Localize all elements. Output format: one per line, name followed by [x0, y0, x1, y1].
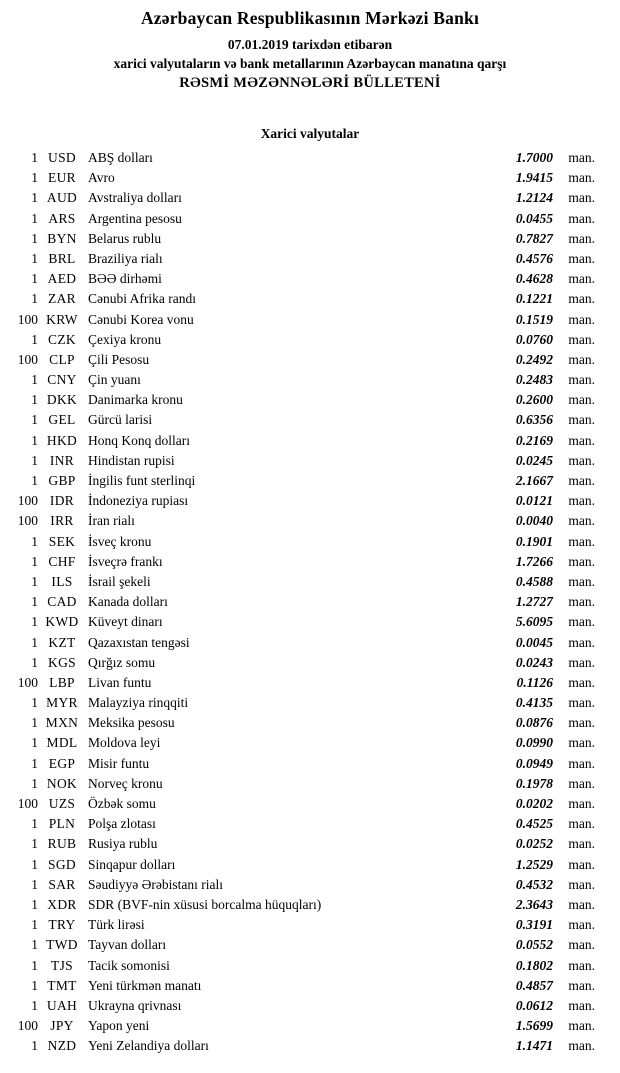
currency-rate: 0.0455: [515, 210, 553, 226]
effective-date: 07.01.2019 tarixdən etibarən: [227, 37, 393, 52]
currency-rate: 1.1471: [515, 1038, 553, 1054]
currency-unit: man.: [568, 432, 595, 448]
currency-quantity: 1: [31, 1038, 38, 1054]
currency-rate: 0.2600: [515, 392, 553, 408]
table-row: [0, 209, 620, 229]
currency-quantity: 1: [31, 695, 38, 711]
currency-quantity: 1: [31, 836, 38, 852]
currency-quantity: 1: [31, 654, 38, 670]
currency-code: INR: [49, 452, 75, 468]
currency-name: Qazaxıstan tengəsi: [88, 634, 190, 650]
currency-rate: 0.0949: [515, 755, 553, 771]
currency-code: MDL: [46, 735, 78, 751]
currency-quantity: 1: [31, 372, 38, 388]
currency-name: Avstraliya dolları: [88, 190, 182, 206]
currency-name: Səudiyyə Ərəbistanı rialı: [88, 876, 223, 892]
currency-name: Çexiya kronu: [88, 331, 162, 347]
currency-name: Cənubi Afrika randı: [88, 291, 196, 307]
currency-rate: 0.1126: [516, 674, 553, 690]
currency-unit: man.: [568, 493, 595, 509]
currency-rate: 0.0760: [515, 331, 553, 347]
currency-unit: man.: [568, 634, 595, 650]
table-row: [0, 249, 620, 269]
table-row: [0, 572, 620, 592]
table-row: [0, 895, 620, 915]
currency-name: Gürcü larisi: [88, 412, 153, 428]
table-row: [0, 188, 620, 208]
table-row: [0, 390, 620, 410]
currency-unit: man.: [568, 1018, 595, 1034]
currency-unit: man.: [568, 1038, 595, 1054]
table-row: [0, 289, 620, 309]
currency-code: KZT: [48, 634, 76, 650]
currency-name: Cənubi Korea vonu: [88, 311, 194, 327]
currency-quantity: 1: [31, 997, 38, 1013]
currency-name: Belarus rublu: [88, 230, 162, 246]
currency-unit: man.: [568, 412, 595, 428]
currency-quantity: 1: [31, 573, 38, 589]
table-row: [0, 269, 620, 289]
currency-name: Kanada dolları: [88, 594, 168, 610]
currency-code: SGD: [48, 856, 76, 872]
currency-rate: 0.0202: [515, 796, 553, 811]
currency-unit: man.: [568, 190, 595, 206]
currency-rate: 0.0040: [515, 513, 553, 529]
table-row: [0, 592, 620, 612]
currency-rate: 0.0121: [515, 493, 553, 509]
currency-unit: man.: [568, 271, 595, 287]
currency-unit: man.: [568, 291, 595, 307]
currency-quantity: 1: [31, 594, 38, 610]
bank-name: Azərbaycan Respublikasının Mərkəzi Bankı: [140, 8, 480, 28]
currency-name: Braziliya rialı: [88, 250, 163, 266]
currency-unit: man.: [568, 250, 595, 266]
currency-code: PLN: [48, 816, 76, 832]
currency-code: LBP: [49, 674, 75, 690]
currency-rate: 1.2124: [515, 190, 553, 206]
currency-name: ABŞ dolları: [88, 150, 153, 165]
currency-code: SAR: [48, 876, 76, 892]
currency-name: Livan funtu: [88, 674, 152, 690]
currency-code: BRL: [48, 250, 76, 266]
currency-name: Yapon yeni: [88, 1018, 150, 1034]
currency-unit: man.: [568, 695, 595, 711]
currency-rate: 1.7266: [515, 553, 553, 569]
currency-unit: man.: [568, 735, 595, 751]
currency-rate: 0.1978: [515, 775, 553, 791]
currency-rate: 0.0245: [515, 452, 553, 468]
currency-rate: 0.0243: [515, 654, 553, 670]
currency-quantity: 1: [31, 816, 38, 832]
currency-code: ILS: [51, 573, 73, 589]
currency-rate: 0.1901: [515, 533, 553, 549]
currency-rate: 2.1667: [515, 473, 553, 488]
currency-unit: man.: [568, 856, 595, 872]
bulletin-title: RƏSMİ MƏZƏNNƏLƏRİ BÜLLETENİ: [179, 75, 441, 91]
currency-name: Türk lirəsi: [88, 917, 145, 933]
currency-name: Ukrayna qrivnası: [88, 997, 182, 1013]
currency-unit: man.: [568, 654, 595, 670]
currency-rate: 0.0252: [515, 836, 553, 852]
currency-rate: 0.6356: [515, 412, 553, 428]
currency-name: Tayvan dolları: [88, 937, 167, 953]
currency-unit: man.: [568, 775, 595, 791]
currency-rate: 0.4532: [515, 876, 553, 892]
currency-code: IDR: [49, 493, 75, 509]
table-row: [0, 693, 620, 713]
table-row: [0, 673, 620, 693]
currency-rate: 1.7000: [515, 150, 553, 165]
currency-name: Malayziya rinqqiti: [88, 695, 189, 711]
currency-name: Çin yuanı: [88, 372, 141, 388]
currency-name: Norveç kronu: [88, 775, 163, 791]
table-row: [0, 814, 620, 834]
currency-name: Meksika pesosu: [88, 715, 175, 731]
currency-code: USD: [48, 150, 76, 165]
currency-quantity: 1: [31, 392, 38, 408]
currency-unit: man.: [568, 150, 595, 165]
currency-code: NZD: [47, 1038, 77, 1054]
currency-rate: 0.0876: [515, 715, 553, 731]
currency-quantity: 1: [31, 432, 38, 448]
currency-name: Misir funtu: [88, 755, 150, 771]
currency-unit: man.: [568, 473, 595, 488]
currency-name: Çili Pesosu: [88, 351, 150, 367]
currency-unit: man.: [568, 331, 595, 347]
currency-unit: man.: [568, 392, 595, 408]
currency-unit: man.: [568, 452, 595, 468]
currency-name: SDR (BVF-nin xüsusi borcalma hüquqları): [88, 896, 322, 912]
currency-unit: man.: [568, 351, 595, 367]
currency-rate: 0.1221: [515, 291, 553, 307]
currency-quantity: 1: [31, 230, 38, 246]
currency-name: İran rialı: [88, 513, 135, 529]
currency-rate: 0.4525: [515, 816, 553, 832]
table-row: [0, 330, 620, 350]
currency-unit: man.: [568, 796, 595, 811]
currency-unit: man.: [568, 614, 595, 630]
currency-code: BYN: [47, 230, 77, 246]
currency-name: Danimarka kronu: [88, 392, 183, 408]
currency-unit: man.: [568, 876, 595, 892]
currency-code: XDR: [47, 896, 77, 912]
table-row: [0, 1016, 620, 1036]
table-row: [0, 431, 620, 451]
currency-code: CZK: [48, 331, 76, 347]
currency-quantity: 1: [31, 553, 38, 569]
currency-code: JPY: [50, 1018, 74, 1034]
table-row: [0, 794, 620, 814]
currency-code: UZS: [48, 796, 76, 811]
currency-code: GEL: [48, 412, 76, 428]
currency-code: EGP: [48, 755, 76, 771]
currency-code: KGS: [48, 654, 76, 670]
currency-name: Rusiya rublu: [88, 836, 158, 852]
currency-unit: man.: [568, 311, 595, 327]
currency-name: Moldova leyi: [88, 735, 161, 751]
table-row: [0, 754, 620, 774]
table-row: [0, 875, 620, 895]
currency-code: MYR: [46, 695, 78, 711]
currency-unit: man.: [568, 957, 595, 973]
currency-rate: 1.2529: [515, 856, 553, 872]
currency-code: DKK: [46, 392, 78, 408]
currency-quantity: 100: [17, 311, 38, 327]
table-row: [0, 310, 620, 330]
currency-quantity: 100: [17, 1018, 38, 1034]
currency-code: EUR: [48, 170, 76, 186]
table-row: [0, 713, 620, 733]
currency-name: İndoneziya rupiası: [88, 493, 189, 509]
currency-quantity: 1: [31, 150, 38, 165]
currency-name: Hindistan rupisi: [88, 452, 175, 468]
currency-unit: man.: [568, 997, 595, 1013]
currency-quantity: 100: [17, 351, 38, 367]
currency-code: UAH: [46, 997, 78, 1013]
currency-name: Honq Konq dolları: [88, 432, 190, 448]
table-row: [0, 774, 620, 794]
currency-unit: man.: [568, 896, 595, 912]
currency-quantity: 1: [31, 876, 38, 892]
currency-quantity: 1: [31, 614, 38, 630]
currency-unit: man.: [568, 210, 595, 226]
currency-quantity: 1: [31, 634, 38, 650]
currency-rate: 1.2727: [515, 594, 553, 610]
currency-quantity: 1: [31, 957, 38, 973]
currency-rate: 0.4135: [515, 695, 553, 711]
currency-rate: 0.2169: [515, 432, 553, 448]
table-row: [0, 410, 620, 430]
currency-rate: 0.4628: [515, 271, 553, 287]
currency-name: İngilis funt sterlinqi: [88, 473, 196, 488]
currency-quantity: 1: [31, 291, 38, 307]
table-row: [0, 451, 620, 471]
table-row: [0, 471, 620, 491]
table-row: [0, 552, 620, 572]
currency-unit: man.: [568, 170, 595, 186]
currency-name: Yeni türkmən manatı: [88, 977, 202, 993]
currency-rate: 0.2492: [515, 351, 553, 367]
currency-code: IRR: [50, 513, 74, 529]
currency-name: Avro: [88, 170, 115, 186]
currency-unit: man.: [568, 816, 595, 832]
currency-code: RUB: [47, 836, 77, 852]
currency-quantity: 1: [31, 533, 38, 549]
currency-name: Polşa zlotası: [88, 816, 156, 832]
table-row: [0, 915, 620, 935]
currency-quantity: 100: [17, 493, 38, 509]
currency-name: İsrail şekeli: [88, 573, 151, 589]
currency-name: Sinqapur dolları: [88, 856, 176, 872]
currency-rate: 0.1802: [515, 957, 553, 973]
currency-rate: 0.0612: [515, 997, 553, 1013]
currency-code: TMT: [47, 977, 77, 993]
currency-quantity: 1: [31, 331, 38, 347]
currency-quantity: 1: [31, 735, 38, 751]
currency-name: Küveyt dinarı: [88, 614, 163, 630]
table-row: [0, 612, 620, 632]
bulletin-subtitle: xarici valyutaların və bank metallarının Azərbaycan manatına qarşı: [113, 56, 507, 71]
currency-name: Qırğız somu: [88, 654, 156, 670]
currency-code: NOK: [46, 775, 78, 791]
table-row: [0, 935, 620, 955]
currency-rate: 5.6095: [515, 614, 553, 630]
currency-quantity: 1: [31, 190, 38, 206]
table-row: [0, 653, 620, 673]
currency-code: SEK: [48, 533, 76, 549]
currency-quantity: 1: [31, 170, 38, 186]
currency-name: Argentina pesosu: [88, 210, 182, 226]
currency-unit: man.: [568, 513, 595, 529]
currency-rate: 0.7827: [515, 230, 553, 246]
currency-unit: man.: [568, 594, 595, 610]
currency-quantity: 1: [31, 917, 38, 933]
currency-name: Özbək somu: [88, 796, 156, 811]
currency-rate: 0.4576: [515, 250, 553, 266]
table-row: [0, 148, 620, 168]
currency-rate: 0.0990: [515, 735, 553, 751]
currency-quantity: 1: [31, 896, 38, 912]
currency-rate: 0.4588: [515, 573, 553, 589]
currency-quantity: 1: [31, 856, 38, 872]
currency-name: İsveçrə frankı: [88, 553, 163, 569]
currency-code: AED: [47, 271, 77, 287]
currency-code: TRY: [48, 917, 76, 933]
currency-quantity: 1: [31, 250, 38, 266]
currency-quantity: 1: [31, 210, 38, 226]
table-row: [0, 511, 620, 531]
table-row: [0, 1036, 620, 1056]
currency-code: KRW: [46, 311, 78, 327]
currency-code: HKD: [46, 432, 78, 448]
table-row: [0, 532, 620, 552]
table-row: [0, 370, 620, 390]
currency-name: Yeni Zelandiya dolları: [88, 1038, 209, 1054]
currency-rate: 0.0045: [515, 634, 553, 650]
currency-unit: man.: [568, 372, 595, 388]
currency-unit: man.: [568, 674, 595, 690]
table-row: [0, 976, 620, 996]
table-row: [0, 229, 620, 249]
currency-rate: 0.2483: [515, 372, 553, 388]
currency-rate: 0.3191: [515, 917, 553, 933]
currency-rate: 2.3643: [515, 896, 553, 912]
currency-quantity: 100: [17, 796, 38, 811]
table-row: [0, 491, 620, 511]
table-row: [0, 996, 620, 1016]
currency-code: TJS: [51, 957, 73, 973]
currency-quantity: 1: [31, 937, 38, 953]
table-row: [0, 733, 620, 753]
currency-quantity: 1: [31, 452, 38, 468]
currency-code: KWD: [45, 614, 79, 630]
currency-code: TWD: [46, 937, 78, 953]
currency-code: AUD: [46, 190, 78, 206]
table-row: [0, 834, 620, 854]
currency-quantity: 1: [31, 271, 38, 287]
currency-table: [0, 148, 620, 1056]
currency-code: MXN: [45, 715, 79, 731]
currency-code: ZAR: [48, 291, 76, 307]
currency-quantity: 1: [31, 977, 38, 993]
currency-quantity: 1: [31, 755, 38, 771]
bulletin-header: [0, 8, 620, 92]
currency-quantity: 100: [17, 674, 38, 690]
currency-code: CHF: [48, 553, 76, 569]
currency-unit: man.: [568, 755, 595, 771]
currency-unit: man.: [568, 836, 595, 852]
currency-unit: man.: [568, 937, 595, 953]
currency-rate: 1.5699: [515, 1018, 553, 1034]
currency-code: ARS: [48, 210, 76, 226]
currency-rate: 0.4857: [515, 977, 553, 993]
currency-name: İsveç kronu: [88, 533, 152, 549]
currency-quantity: 1: [31, 412, 38, 428]
table-row: [0, 168, 620, 188]
currency-unit: man.: [568, 977, 595, 993]
currency-quantity: 1: [31, 775, 38, 791]
section-title: Xarici valyutalar: [260, 126, 360, 141]
currency-unit: man.: [568, 553, 595, 569]
currency-unit: man.: [568, 230, 595, 246]
currency-rate: 0.1519: [515, 311, 553, 327]
table-row: [0, 956, 620, 976]
currency-code: CNY: [47, 372, 77, 388]
currency-unit: man.: [568, 573, 595, 589]
currency-quantity: 100: [17, 513, 38, 529]
currency-unit: man.: [568, 917, 595, 933]
table-row: [0, 633, 620, 653]
currency-rate: 1.9415: [515, 170, 553, 186]
currency-quantity: 1: [31, 473, 38, 488]
table-row: [0, 350, 620, 370]
currency-quantity: 1: [31, 715, 38, 731]
currency-name: Tacik somonisi: [88, 957, 170, 973]
currency-code: CLP: [49, 351, 75, 367]
currency-unit: man.: [568, 533, 595, 549]
currency-name: BƏƏ dirhəmi: [88, 271, 162, 287]
currency-code: GBP: [48, 473, 76, 488]
currency-code: CAD: [47, 594, 77, 610]
table-row: [0, 855, 620, 875]
currency-unit: man.: [568, 715, 595, 731]
currency-rate: 0.0552: [515, 937, 553, 953]
